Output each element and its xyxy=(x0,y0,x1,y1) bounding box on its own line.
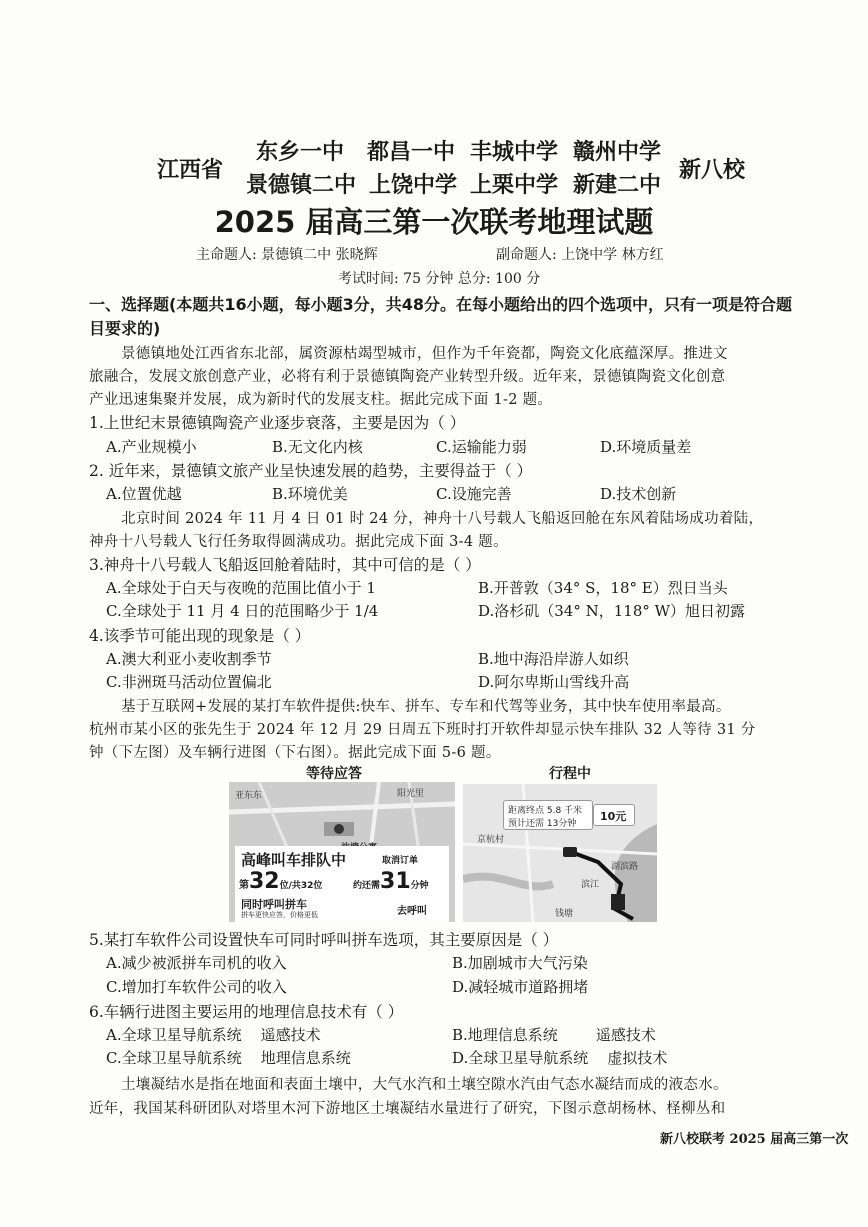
option: A.减少被派拼车司机的收入 xyxy=(106,954,287,972)
wait-time xyxy=(353,869,429,894)
option: A.全球卫星导航系统 遥感技术 xyxy=(106,1026,321,1044)
rank-suffix: 位/共32位 xyxy=(279,881,323,891)
option: C.运输能力弱 xyxy=(436,438,527,456)
option: B.无文化内核 xyxy=(272,438,363,456)
deputy-setter: 副命题人: 上饶中学 林方红 xyxy=(496,247,664,263)
option: D.技术创新 xyxy=(600,485,677,503)
passage-line: 土壤凝结水是指在地面和表面土壤中，大气水汽和土壤空隙水汽由气态水凝结而成的液态水。 xyxy=(121,1077,728,1093)
map-label: 湖滨路 xyxy=(611,862,639,872)
map-label: 钱塘 xyxy=(555,909,574,919)
school-name: 赣州中学 xyxy=(573,140,662,165)
option: D.阿尔卑斯山雪线升高 xyxy=(478,673,630,691)
option: C.设施完善 xyxy=(436,485,512,503)
map-label: 京杭村 xyxy=(477,835,505,845)
school-name: 景德镇二中 xyxy=(246,173,357,198)
question-stem: 1.上世纪末景德镇陶瓷产业逐步衰落，主要是因为（ ） xyxy=(89,414,466,432)
option: D.洛杉矶（34° N，118° W）旭日初露 xyxy=(478,602,746,620)
cancel-order-button[interactable]: 取消订单 xyxy=(382,856,419,866)
option: D.环境质量差 xyxy=(600,438,692,456)
school-name: 东乡一中 xyxy=(256,140,345,165)
trip-distance: 距离终点 5.8 千米 xyxy=(508,806,583,816)
wait-prefix: 约还需 xyxy=(353,881,381,891)
option: A.澳大利亚小麦收割季节 xyxy=(106,650,272,668)
exam-info: 考试时间: 75 分钟 总分: 100 分 xyxy=(338,271,541,287)
question-stem: 2. 近年来，景德镇文旅产业呈快速发展的趋势，主要得益于（ ） xyxy=(89,462,533,480)
question-stem: 3.神舟十八号载人飞船返回舱着陆时，其中可信的是（ ） xyxy=(89,556,481,574)
option: B.开普敦（34° S，18° E）烈日当头 xyxy=(478,579,728,597)
wait-number: 31 xyxy=(380,869,411,894)
queue-card xyxy=(235,846,449,922)
trip-fare: 10元 xyxy=(600,810,627,823)
option: A.全球处于白天与夜晚的范围比值小于 1 xyxy=(106,579,376,597)
question-stem: 4.该季节可能出现的现象是（ ） xyxy=(89,627,311,645)
passage-line: 产业迅速集聚并发展，成为新时代的发展支柱。据此完成下面 1-2 题。 xyxy=(89,392,553,408)
queue-title: 高峰叫车排队中 xyxy=(241,851,347,869)
school-name: 丰城中学 xyxy=(470,140,559,165)
option: C.增加打车软件公司的收入 xyxy=(106,978,287,996)
school-name: 上栗中学 xyxy=(470,173,559,198)
page-footer: 新八校联考 2025 届高三第一次 xyxy=(660,1132,849,1147)
union-name: 新八校 xyxy=(679,158,746,183)
passage-line: 钟（下左图）及车辆行进图（下右图）。据此完成下面 5-6 题。 xyxy=(89,745,501,761)
figure-right-caption: 行程中 xyxy=(549,766,591,782)
option: B.地理信息系统 遥感技术 xyxy=(452,1026,656,1044)
option: A.位置优越 xyxy=(106,485,182,503)
rank-number: 32 xyxy=(249,869,280,894)
option: D.全球卫星导航系统 虚拟技术 xyxy=(452,1049,668,1067)
question-stem: 5.某打车软件公司设置快车可同时呼叫拼车选项，其主要原因是（ ） xyxy=(89,931,559,949)
passage-line: 北京时间 2024 年 11 月 4 日 01 时 24 分，神舟十八号载人飞船返回舱在东风着陆场成功着陆， xyxy=(121,511,764,527)
passage-line: 旅融合，发展文旅创意产业，必将有利于景德镇陶瓷产业转型升级。近年来，景德镇陶瓷文化创意 xyxy=(89,369,726,385)
passage-line: 杭州市某小区的张先生于 2024 年 12 月 29 日周五下班时打开软件却显示快车排队 32 人等待 31 分 xyxy=(89,722,756,738)
waiting-screen-figure xyxy=(229,782,455,922)
wait-suffix: 分钟 xyxy=(410,881,429,891)
school-name: 都昌一中 xyxy=(367,140,456,165)
map-label: 阳光里 xyxy=(397,789,425,799)
passage-line: 景德镇地处江西省东北部，属资源枯竭型城市，但作为千年瓷都，陶瓷文化底蕴深厚。推进文 xyxy=(121,346,728,362)
chief-setter: 主命题人: 景德镇二中 张晓辉 xyxy=(196,247,378,263)
section-heading-cont: 目要求的) xyxy=(89,319,161,338)
school-name: 上饶中学 xyxy=(369,173,458,198)
figure-left-caption: 等待应答 xyxy=(306,766,362,782)
section-heading: 一、选择题(本题共16小题，每小题3分，共48分。在每小题给出的四个选项中，只有一项是符合题 xyxy=(89,295,792,314)
question-stem: 6.车辆行进图主要运用的地理信息技术有（ ） xyxy=(89,1003,404,1021)
passage-line: 近年，我国某科研团队对塔里木河下游地区土壤凝结水量进行了研究，下图示意胡杨林、柽柳丛和 xyxy=(89,1101,726,1117)
route-map-figure xyxy=(463,784,657,922)
map-label: 亚东东 xyxy=(235,791,263,801)
map-label: 滨江 xyxy=(581,880,600,890)
trip-eta: 预计还需 13分钟 xyxy=(508,819,577,829)
option: C.全球卫星导航系统 地理信息系统 xyxy=(106,1049,351,1067)
passage-line: 神舟十八号载人飞行任务取得圆满成功。据此完成下面 3-4 题。 xyxy=(89,534,508,550)
carpool-note: 拼车更快应答，价格更低 xyxy=(241,911,318,919)
option: B.环境优美 xyxy=(272,485,348,503)
option: D.减轻城市道路拥堵 xyxy=(452,978,589,996)
trip-info-bubble xyxy=(503,800,593,830)
exam-title: 2025 届高三第一次联考地理试题 xyxy=(214,205,654,239)
passage-line: 基于互联网+发展的某打车软件提供:快车、拼车、专车和代驾等业务，其中快车使用率最高。 xyxy=(121,699,731,715)
school-name: 新建二中 xyxy=(573,173,662,198)
carpool-option[interactable]: 同时呼叫拼车 xyxy=(241,898,307,911)
option: B.地中海沿岸游人如织 xyxy=(478,650,629,668)
option: C.全球处于 11 月 4 日的范围略少于 1/4 xyxy=(106,602,379,620)
option: A.产业规模小 xyxy=(106,438,197,456)
rank-prefix: 第 xyxy=(239,880,249,891)
option: B.加剧城市大气污染 xyxy=(452,954,588,972)
fare-bubble xyxy=(593,804,635,826)
province-label: 江西省 xyxy=(157,158,224,183)
queue-rank xyxy=(239,869,322,894)
option: C.非洲斑马活动位置偏北 xyxy=(106,673,272,691)
call-button[interactable]: 去呼叫 xyxy=(397,906,427,917)
